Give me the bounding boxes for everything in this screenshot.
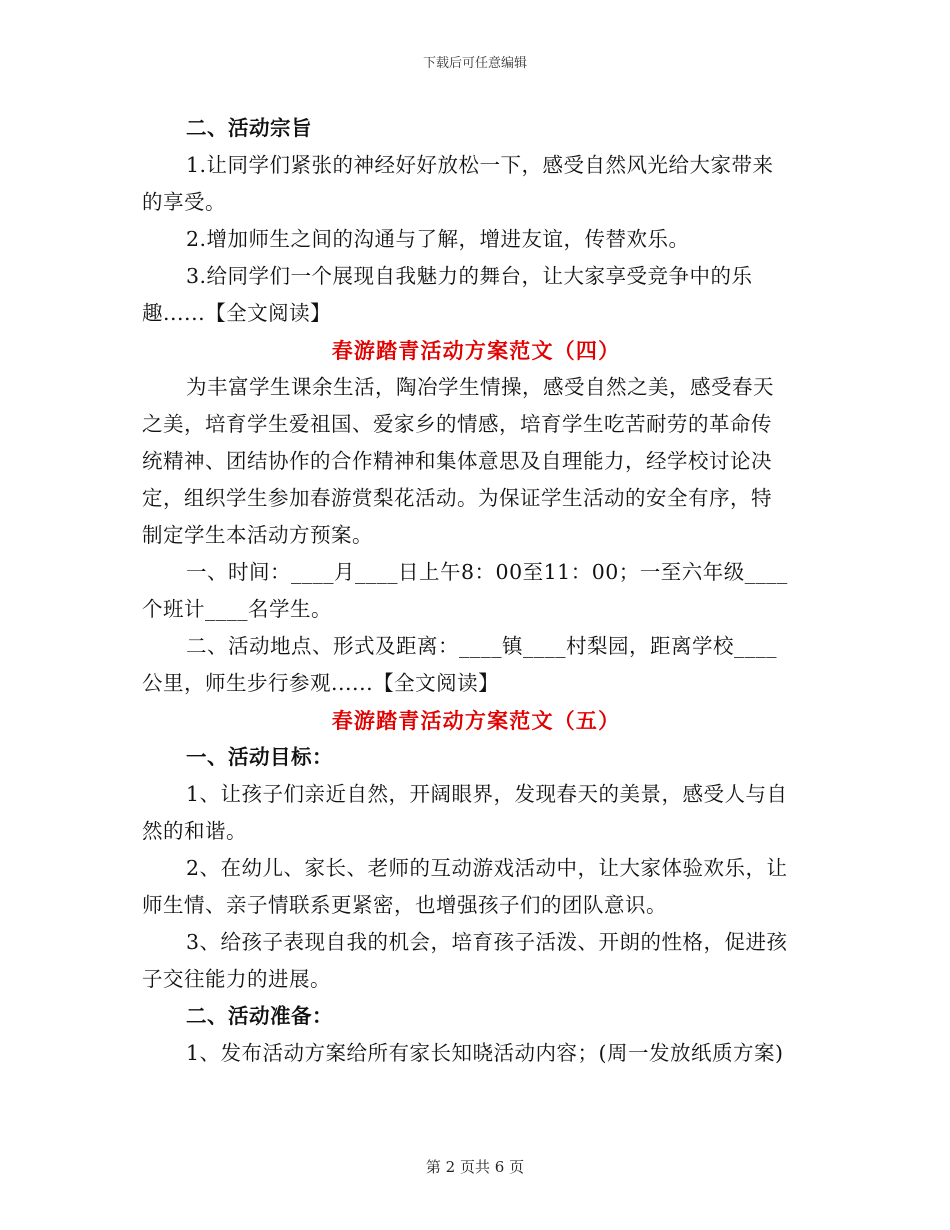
paragraph-line: 然的和谐。 — [142, 819, 247, 843]
paragraph-line: 之美，培育学生爱祖国、爱家乡的情感，培育学生吃苦耐劳的革命传 — [142, 412, 772, 436]
paragraph-line: 二、活动地点、形式及距离：____镇____村梨园，距离学校____ — [186, 634, 777, 658]
paragraph-line: 2、在幼儿、家长、老师的互动游戏活动中，让大家体验欢乐，让 — [186, 856, 788, 880]
paragraph-line: 统精神、团结协作的合作精神和集体意思及自理能力，经学校讨论决 — [142, 449, 772, 473]
section-heading: 一、活动目标： — [186, 745, 333, 769]
section-heading: 二、活动宗旨 — [186, 116, 312, 140]
paragraph-line: 的享受。 — [142, 190, 226, 214]
article-title: 春游踏青活动方案范文（五） — [331, 708, 621, 733]
page-header: 下载后可任意编辑 — [422, 56, 527, 71]
paragraph-line: 3、给孩子表现自我的机会，培育孩子活泼、开朗的性格，促进孩 — [186, 930, 788, 954]
paragraph-line: 1.让同学们紧张的神经好好放松一下，感受自然风光给大家带来 — [186, 153, 774, 177]
paragraph-line: 2.增加师生之间的沟通与了解，增进友谊，传替欢乐。 — [186, 227, 690, 251]
paragraph-line-read-more[interactable]: 公里，师生步行参观......【全文阅读】 — [142, 671, 500, 695]
paragraph-line: 子交往能力的进展。 — [142, 967, 331, 991]
paragraph-line-read-more[interactable]: 趣......【全文阅读】 — [142, 301, 332, 325]
paragraph-line: 1、发布活动方案给所有家长知晓活动内容；(周一发放纸质方案) — [186, 1041, 784, 1065]
paragraph-line: 个班计____名学生。 — [142, 597, 332, 621]
paragraph-line: 为丰富学生课余生活，陶冶学生情操，感受自然之美，感受春天 — [186, 375, 774, 399]
paragraph-line: 师生情、亲子情联系更紧密，也增强孩子们的团队意识。 — [142, 893, 667, 917]
page-footer: 第 2 页共 6 页 — [425, 1158, 525, 1176]
paragraph-line: 定，组织学生参加春游赏梨花活动。为保证学生活动的安全有序，特 — [142, 486, 772, 510]
paragraph-line: 3.给同学们一个展现自我魅力的舞台，让大家享受竞争中的乐 — [186, 264, 753, 288]
document-body — [142, 110, 810, 1072]
section-heading: 二、活动准备： — [186, 1004, 333, 1028]
paragraph-line: 1、让孩子们亲近自然，开阔眼界，发现春天的美景，感受人与自 — [186, 782, 788, 806]
paragraph-line: 制定学生本活动方预案。 — [142, 523, 373, 547]
article-title: 春游踏青活动方案范文（四） — [331, 338, 621, 363]
paragraph-line: 一、时间：____月____日上午8：00至11：00；一至六年级____ — [186, 560, 788, 584]
